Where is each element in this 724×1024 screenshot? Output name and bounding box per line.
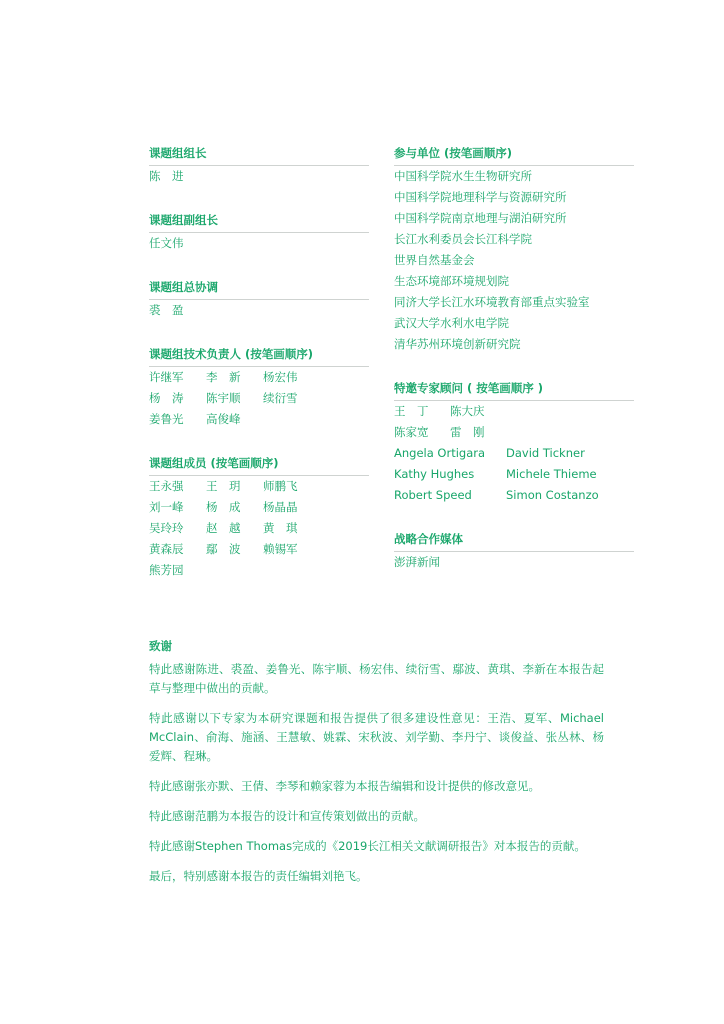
- member-name: 刘一峰: [149, 500, 184, 514]
- ack-paragraph: 特此感谢Stephen Thomas完成的《2019长江相关文献调研报告》对本报告的贡献。: [149, 839, 586, 853]
- name-row: [149, 539, 369, 560]
- member-name: 高俊峰: [206, 412, 241, 426]
- member-name: 陈 进: [149, 169, 184, 183]
- member-name: 任文伟: [149, 236, 184, 250]
- experts-section: [394, 379, 634, 506]
- expert-name: David Tickner: [506, 446, 585, 460]
- unit-name: 清华苏州环境创新研究院: [394, 337, 521, 351]
- member-name: 许继军: [149, 370, 184, 384]
- member-name: 王永强: [149, 479, 184, 493]
- expert-name: Kathy Hughes: [394, 467, 475, 481]
- acknowledgements: [149, 636, 604, 897]
- units-section: [394, 144, 634, 355]
- section-heading: 战略合作媒体: [394, 532, 463, 546]
- name-row: [394, 464, 634, 485]
- media-section: [394, 530, 634, 573]
- coordinator-section: [149, 278, 369, 321]
- member-name: 续衍雪: [263, 391, 298, 405]
- unit-name: 同济大学长江水环境教育部重点实验室: [394, 295, 590, 309]
- name-row: [394, 401, 634, 422]
- unit-name: 生态环境部环境规划院: [394, 274, 509, 288]
- name-row: [149, 497, 369, 518]
- member-name: 陈宇顺: [206, 391, 241, 405]
- member-name: 杨 涛: [149, 391, 184, 405]
- section-heading: 特邀专家顾问 ( 按笔画顺序 ): [394, 381, 544, 395]
- member-name: 熊芳园: [149, 563, 184, 577]
- deputy-section: [149, 211, 369, 254]
- member-name: 姜鲁光: [149, 412, 184, 426]
- unit-name: 长江水利委员会长江科学院: [394, 232, 532, 246]
- tech-section: [149, 345, 369, 430]
- section-heading: 课题组总协调: [149, 280, 218, 294]
- expert-name: Michele Thieme: [506, 467, 597, 481]
- expert-name: 陈家宽: [394, 425, 429, 439]
- expert-name: 陈大庆: [450, 404, 485, 418]
- members-section: [149, 454, 369, 581]
- expert-name: 王 丁: [394, 404, 429, 418]
- name-row: [149, 518, 369, 539]
- member-name: 杨晶晶: [263, 500, 298, 514]
- member-name: 师鹏飞: [263, 479, 298, 493]
- leader-section: [149, 144, 369, 187]
- member-name: 赵 越: [206, 521, 241, 535]
- ack-paragraph: 特此感谢范鹏为本报告的设计和宣传策划做出的贡献。: [149, 809, 425, 823]
- section-heading: 参与单位 (按笔画顺序): [394, 146, 513, 160]
- member-name: 鄢 波: [206, 542, 241, 556]
- member-name: 吴玲玲: [149, 521, 184, 535]
- unit-name: 世界自然基金会: [394, 253, 475, 267]
- unit-name: 中国科学院地理科学与资源研究所: [394, 190, 567, 204]
- section-heading: 致谢: [149, 639, 172, 653]
- member-name: 黄森辰: [149, 542, 184, 556]
- expert-name: Angela Ortigara: [394, 446, 486, 460]
- name-row: [394, 485, 634, 506]
- section-heading: 课题组副组长: [149, 213, 218, 227]
- name-row: [149, 476, 369, 497]
- right-column: [394, 144, 634, 597]
- unit-name: 武汉大学水利水电学院: [394, 316, 509, 330]
- unit-name: 中国科学院水生生物研究所: [394, 169, 532, 183]
- section-heading: 课题组技术负责人 (按笔画顺序): [149, 347, 314, 361]
- media-name: 澎湃新闻: [394, 555, 440, 569]
- ack-paragraph: 特此感谢张亦默、王倩、李琴和赖家蓉为本报告编辑和设计提供的修改意见。: [149, 779, 540, 793]
- name-row: [394, 443, 634, 464]
- section-heading: 课题组组长: [149, 146, 207, 160]
- member-name: 王 玥: [206, 479, 241, 493]
- member-name: 黄 琪: [263, 521, 298, 535]
- left-column: [149, 144, 369, 605]
- member-name: 杨 成: [206, 500, 241, 514]
- ack-paragraph: 最后，特别感谢本报告的责任编辑刘艳飞。: [149, 869, 368, 883]
- member-name: 杨宏伟: [263, 370, 298, 384]
- name-row: [149, 388, 369, 409]
- name-row: [149, 560, 369, 581]
- ack-paragraph: 特此感谢以下专家为本研究课题和报告提供了很多建设性意见：王浩、夏军、Michael McClain、俞海、施涵、王慧敏、姚霖、宋秋波、刘学勤、李丹宁、谈俊益、张丛林、杨爱辉、程琳。: [149, 711, 604, 763]
- member-name: 赖锡军: [263, 542, 298, 556]
- member-name: 裘 盈: [149, 303, 184, 317]
- unit-name: 中国科学院南京地理与湖泊研究所: [394, 211, 567, 225]
- member-name: 李 新: [206, 370, 241, 384]
- name-row: [149, 367, 369, 388]
- name-row: [149, 409, 369, 430]
- expert-name: Simon Costanzo: [506, 488, 599, 502]
- section-heading: 课题组成员 (按笔画顺序): [149, 456, 279, 470]
- expert-name: 雷 刚: [450, 425, 485, 439]
- expert-name: Robert Speed: [394, 488, 472, 502]
- ack-paragraph: 特此感谢陈进、裘盈、姜鲁光、陈宇顺、杨宏伟、续衍雪、鄢波、黄琪、李新在本报告起草与整理中做出的贡献。: [149, 662, 604, 695]
- name-row: [394, 422, 634, 443]
